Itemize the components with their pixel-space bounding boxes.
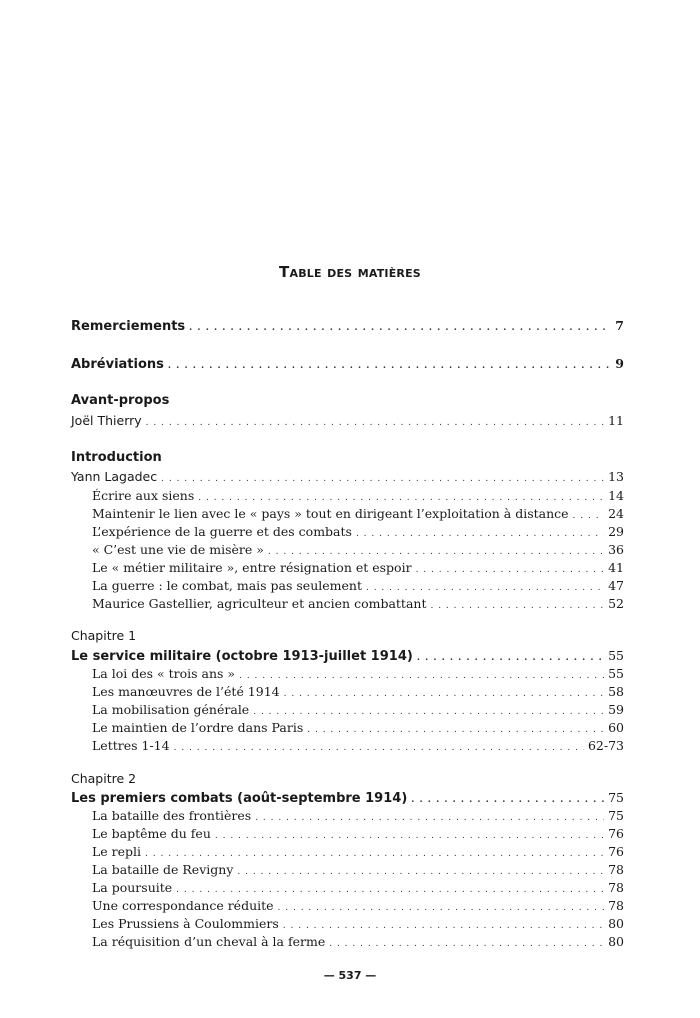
- leader-dots: [284, 689, 604, 699]
- leader-dots: [416, 565, 605, 575]
- chapter-number: Chapitre 2: [71, 771, 137, 786]
- toc-subentry-label: Lettres 1-14: [92, 738, 170, 753]
- toc-subentry-label: Écrire aux siens: [92, 488, 195, 503]
- toc-subentry-label: La bataille de Revigny: [92, 862, 234, 877]
- toc-entry-page: 75: [608, 790, 624, 805]
- leader-dots: [237, 867, 604, 877]
- toc-subentry[interactable]: [92, 488, 624, 507]
- toc-subentry-label: La poursuite: [92, 880, 173, 895]
- toc-subentry[interactable]: [92, 720, 624, 739]
- toc-subentry-label: « C’est une vie de misère »: [92, 542, 264, 557]
- toc-subentry-page: 75: [608, 808, 624, 823]
- toc-entry-page: 13: [608, 469, 624, 484]
- toc-subentry-page: 78: [608, 862, 624, 877]
- toc-entry-label: Remerciements: [71, 319, 186, 334]
- toc-entry-page: 7: [615, 318, 624, 333]
- toc-subentry-page: 29: [608, 524, 624, 539]
- toc-subentry-page: 55: [608, 666, 624, 681]
- leader-dots: [146, 418, 604, 428]
- leader-dots: [268, 547, 604, 557]
- toc-subentry[interactable]: [92, 898, 624, 917]
- leader-dots: [283, 921, 604, 931]
- leader-dots: [215, 831, 604, 841]
- toc-subentry-page: 78: [608, 880, 624, 895]
- page-number: — 537 —: [323, 969, 377, 982]
- toc-subentry-label: Le maintien de l’ordre dans Paris: [92, 720, 304, 735]
- toc-subentry[interactable]: [92, 738, 624, 757]
- toc-subentry-page: 76: [608, 844, 624, 859]
- section-heading-introduction: Introduction: [71, 450, 162, 465]
- toc-subentry[interactable]: [92, 880, 624, 899]
- toc-subentry-page: 14: [608, 488, 624, 503]
- toc-subentry[interactable]: [92, 524, 624, 543]
- toc-subentry-label: Le baptême du feu: [92, 826, 211, 841]
- toc-subentry[interactable]: [92, 702, 624, 721]
- toc-subentry-page: 78: [608, 898, 624, 913]
- leader-dots: [174, 743, 584, 753]
- toc-subentry-label: Le « métier militaire », entre résignation et espoir: [92, 560, 412, 575]
- toc-subentry-label: Maurice Gastellier, agriculteur et ancien combattant: [92, 596, 427, 611]
- toc-subentry-label: La réquisition d’un cheval à la ferme: [92, 934, 326, 949]
- leader-dots: [573, 511, 605, 521]
- toc-entry-label: Les premiers combats (août-septembre 1914): [71, 791, 408, 806]
- leader-dots: [161, 474, 604, 484]
- leader-dots: [168, 361, 611, 371]
- leader-dots: [253, 707, 604, 717]
- toc-subentry-label: La mobilisation générale: [92, 702, 250, 717]
- toc-subentry[interactable]: [92, 826, 624, 845]
- toc-entry-author: Joël Thierry: [71, 413, 142, 428]
- toc-subentry[interactable]: [92, 578, 624, 597]
- toc-subentry[interactable]: [92, 916, 624, 935]
- leader-dots: [198, 493, 604, 503]
- chapter-number: Chapitre 1: [71, 628, 137, 643]
- toc-subentry[interactable]: [92, 808, 624, 827]
- toc-entry-introduction[interactable]: [71, 469, 624, 488]
- leader-dots: [356, 529, 604, 539]
- toc-entry-page: 11: [608, 413, 624, 428]
- toc-subentry-page: 60: [608, 720, 624, 735]
- leader-dots: [411, 795, 604, 805]
- toc-subentry-label: La guerre : le combat, mais pas seulement: [92, 578, 362, 593]
- toc-subentry-page: 41: [608, 560, 624, 575]
- toc-subentry-page: 76: [608, 826, 624, 841]
- toc-subentry-page: 59: [608, 702, 624, 717]
- toc-subentry[interactable]: [92, 934, 624, 953]
- toc-subentry[interactable]: [92, 560, 624, 579]
- toc-subentry[interactable]: [92, 542, 624, 561]
- toc-entry-remerciements[interactable]: [71, 318, 624, 337]
- toc-subentry-label: Maintenir le lien avec le « pays » tout en dirigeant l’exploitation à distance: [92, 506, 569, 521]
- leader-dots: [307, 725, 604, 735]
- toc-entry-label: Abréviations: [71, 357, 164, 372]
- toc-subentry-page: 24: [608, 506, 624, 521]
- toc-entry-label: Le service militaire (octobre 1913-juillet 1914): [71, 649, 413, 664]
- toc-subentry-label: Les manœuvres de l’été 1914: [92, 684, 280, 699]
- leader-dots: [417, 653, 604, 663]
- toc-subentry-label: Les Prussiens à Coulommiers: [92, 916, 279, 931]
- leader-dots: [366, 583, 604, 593]
- leader-dots: [278, 903, 605, 913]
- toc-subentry-page: 47: [608, 578, 624, 593]
- toc-subentry-page: 80: [608, 916, 624, 931]
- toc-subentry-page: 52: [608, 596, 624, 611]
- toc-subentry[interactable]: [92, 684, 624, 703]
- toc-subentry[interactable]: [92, 844, 624, 863]
- leader-dots: [145, 849, 604, 859]
- leader-dots: [239, 671, 604, 681]
- toc-entry-chapitre-1[interactable]: [71, 648, 624, 667]
- toc-subentry[interactable]: [92, 666, 624, 685]
- leader-dots: [329, 939, 604, 949]
- leader-dots: [189, 323, 611, 333]
- toc-subentry-label: Une correspondance réduite: [92, 898, 274, 913]
- toc-entry-avant-propos[interactable]: [71, 413, 624, 432]
- toc-subentry[interactable]: [92, 506, 624, 525]
- toc-entry-page: 55: [608, 648, 624, 663]
- leader-dots: [176, 885, 604, 895]
- leader-dots: [255, 813, 604, 823]
- section-heading-avant-propos: Avant-propos: [71, 393, 170, 408]
- toc-subentry-page: 36: [608, 542, 624, 557]
- toc-subentry-label: L’expérience de la guerre et des combats: [92, 524, 352, 539]
- toc-entry-chapitre-2[interactable]: [71, 790, 624, 809]
- toc-subentry-page: 62-73: [587, 738, 624, 753]
- toc-subentry[interactable]: [92, 862, 624, 881]
- toc-subentry[interactable]: [92, 596, 624, 615]
- toc-subentry-label: Le repli: [92, 844, 142, 859]
- toc-subentry-label: La bataille des frontières: [92, 808, 252, 823]
- toc-subentry-page: 58: [608, 684, 624, 699]
- leader-dots: [430, 601, 604, 611]
- page-title: Table des matières: [279, 263, 421, 281]
- toc-subentry-label: La loi des « trois ans »: [92, 666, 236, 681]
- toc-subentry-page: 80: [608, 934, 624, 949]
- toc-entry-author: Yann Lagadec: [71, 469, 158, 484]
- toc-entry-page: 9: [615, 356, 624, 371]
- toc-entry-abreviations[interactable]: [71, 356, 624, 375]
